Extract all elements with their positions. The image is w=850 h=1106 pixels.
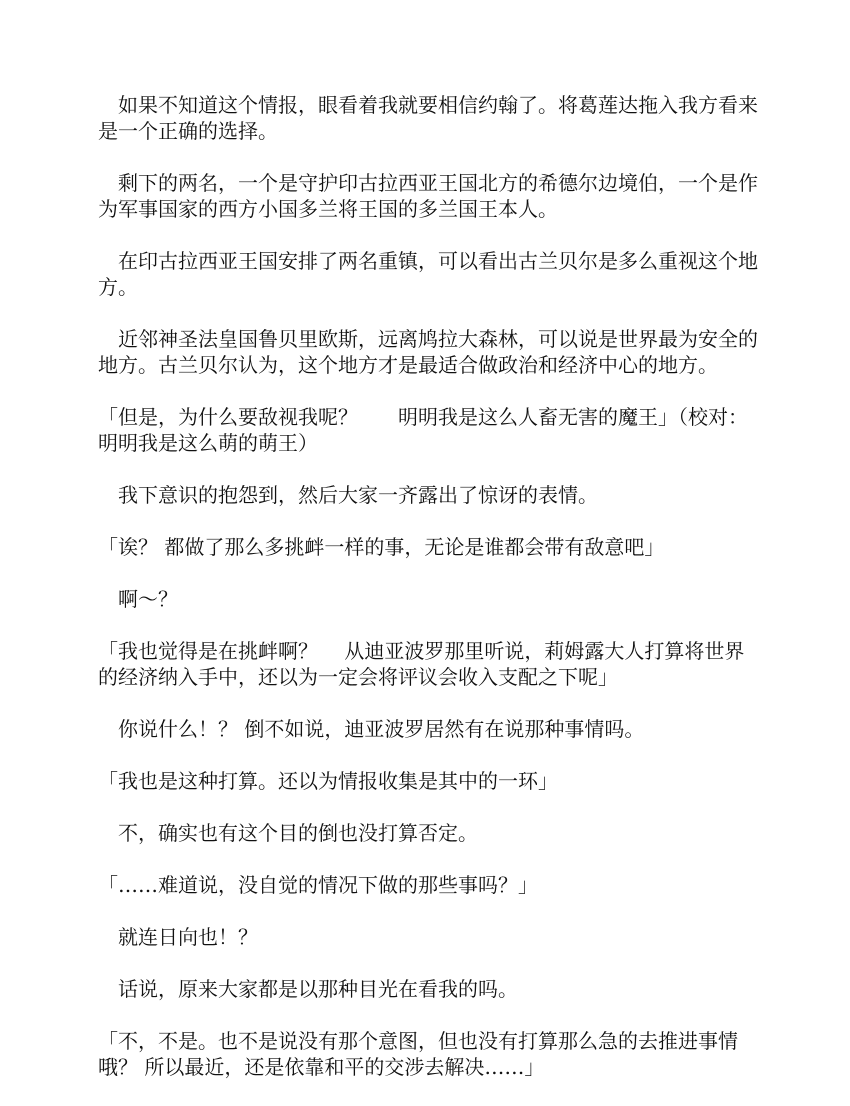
paragraph-13: 「……难道说，没自觉的情况下做的那些事吗？」 [98,873,538,897]
paragraph-10: 你说什么！？ 倒不如说，迪亚波罗居然有在说那种事情吗。 [98,717,645,741]
paragraph-4: 近邻神圣法皇国鲁贝里欧斯，远离鸠拉大森林，可以说是世界最为安全的地方。古兰贝尔认为，这个地方才是最适合做政治和经济中心的地方。 [98,327,758,377]
paragraph-14: 就连日向也！？ [98,925,258,949]
paragraph-9: 「我也觉得是在挑衅啊？ 从迪亚波罗那里听说，莉姆露大人打算将世界的经济纳入手中，还以为一定会将评议会收入支配之下呢」 [98,639,745,689]
paragraph-16: 「不，不是。也不是说没有那个意图，但也没有打算那么急的去推进事情哦？ 所以最近，还是依靠和平的交涉去解决……」 [98,1029,738,1079]
paragraph-6: 我下意识的抱怨到，然后大家一齐露出了惊讶的表情。 [98,483,598,507]
paragraph-3: 在印古拉西亚王国安排了两名重镇，可以看出古兰贝尔是多么重视这个地方。 [98,249,758,299]
paragraph-11: 「我也是这种打算。还以为情报收集是其中的一环」 [98,769,558,793]
paragraph-2: 剩下的两名，一个是守护印古拉西亚王国北方的希德尔边境伯，一个是作为军事国家的西方小国多兰将王国的多兰国王本人。 [98,171,758,221]
paragraph-5: 「但是，为什么要敌视我呢？ 明明我是这么人畜无害的魔王」（校对：明明我是这么萌的萌王） [98,405,748,455]
paragraph-7: 「诶？ 都做了那么多挑衅一样的事，无论是谁都会带有敌意吧」 [98,535,665,559]
document-page [98,92,758,1106]
paragraph-1: 如果不知道这个情报，眼看着我就要相信约翰了。将葛莲达拖入我方看来是一个正确的选择。 [98,93,758,143]
paragraph-12: 不，确实也有这个目的倒也没打算否定。 [98,821,478,845]
paragraph-8: 啊～？ [98,587,178,611]
paragraph-15: 话说，原来大家都是以那种目光在看我的吗。 [98,977,518,1001]
